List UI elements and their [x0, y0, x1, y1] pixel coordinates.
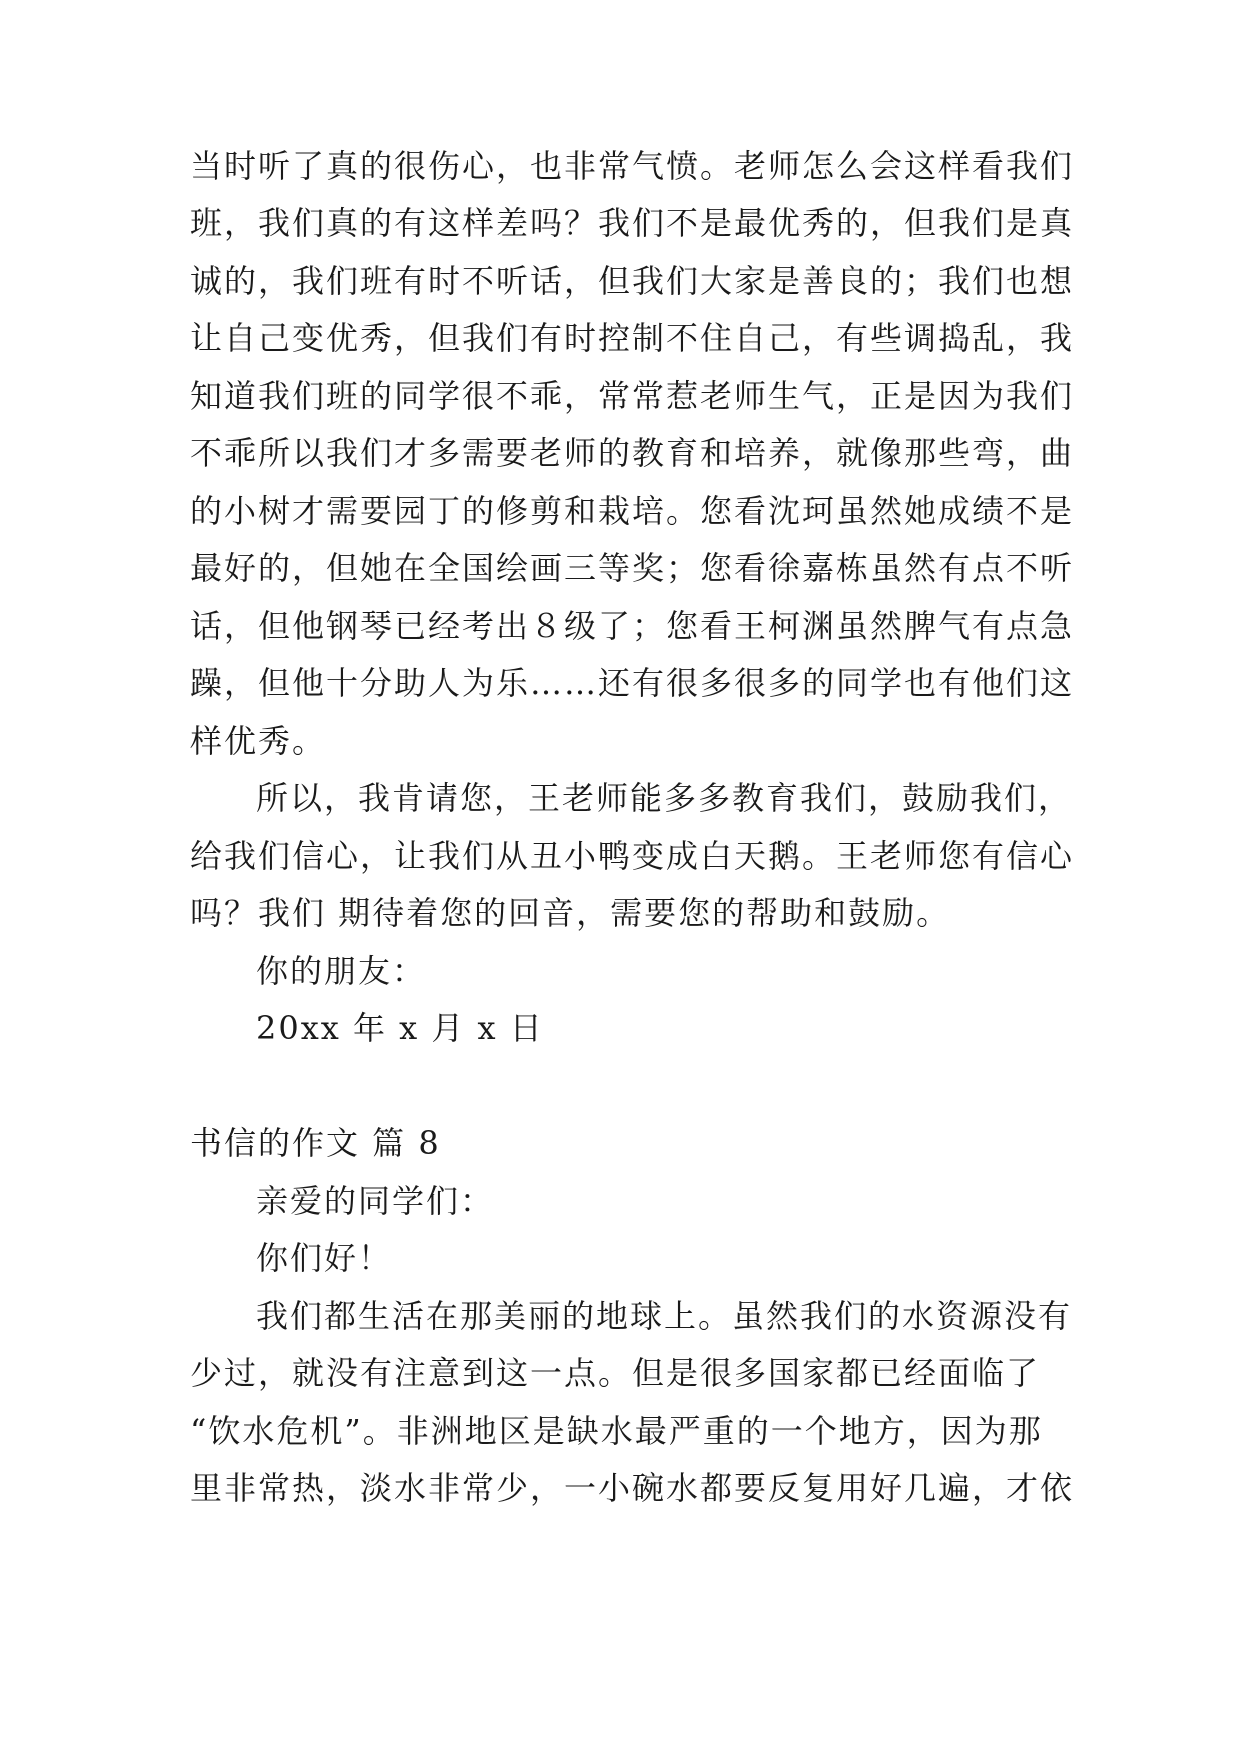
signature-closing: 你的朋友：	[256, 952, 427, 990]
paragraph-2-line-1: 所以，我肯请您，王老师能多多教育我们，鼓励我们，	[256, 779, 1073, 817]
greeting: 你们好！	[256, 1239, 393, 1277]
paragraph-1-line-8: 最好的，但她在全国绘画三等奖；您看徐嘉栋虽然有点不听	[190, 549, 1075, 587]
paragraph-1-line-3: 诚的，我们班有时不听话，但我们大家是善良的；我们也想	[190, 262, 1075, 300]
paragraph-1-line-10: 躁，但他十分助人为乐……还有很多很多的同学也有他们这	[190, 664, 1075, 702]
paragraph-1-line-2: 班，我们真的有这样差吗？我们不是最优秀的，但我们是真	[190, 204, 1075, 242]
paragraph-2-line-2: 给我们信心，让我们从丑小鸭变成白天鹅。王老师您有信心	[190, 837, 1075, 875]
paragraph-1-line-1: 当时听了真的很伤心，也非常气愤。老师怎么会这样看我们	[190, 147, 1075, 185]
section-8-line-3: “饮水危机”。非洲地区是缺水最严重的一个地方，因为那	[190, 1412, 1043, 1450]
section-8-line-2: 少过，就没有注意到这一点。但是很多国家都已经面临了	[190, 1354, 1041, 1392]
paragraph-1-line-4: 让自己变优秀，但我们有时控制不住自己，有些调捣乱，我	[190, 319, 1075, 357]
paragraph-1-line-9: 话，但他钢琴已经考出８级了；您看王柯渊虽然脾气有点急	[190, 607, 1075, 645]
signature-date: 20xx 年 x 月 x 日	[256, 1009, 544, 1047]
salutation: 亲爱的同学们：	[256, 1182, 495, 1220]
paragraph-2-line-3: 吗？我们 期待着您的回音，需要您的帮助和鼓励。	[190, 894, 951, 932]
section-8-line-4: 里非常热，淡水非常少，一小碗水都要反复用好几遍，才依	[190, 1469, 1075, 1507]
section-8-line-1: 我们都生活在那美丽的地球上。虽然我们的水资源没有	[256, 1297, 1073, 1335]
paragraph-1-line-5: 知道我们班的同学很不乖，常常惹老师生气，正是因为我们	[190, 377, 1075, 415]
section-title: 书信的作文 篇 8	[190, 1124, 441, 1162]
paragraph-1-line-6: 不乖所以我们才多需要老师的教育和培养，就像那些弯，曲	[190, 434, 1075, 472]
paragraph-1-line-7: 的小树才需要园丁的修剪和栽培。您看沈珂虽然她成绩不是	[190, 492, 1075, 530]
paragraph-1-line-11: 样优秀。	[190, 722, 327, 760]
